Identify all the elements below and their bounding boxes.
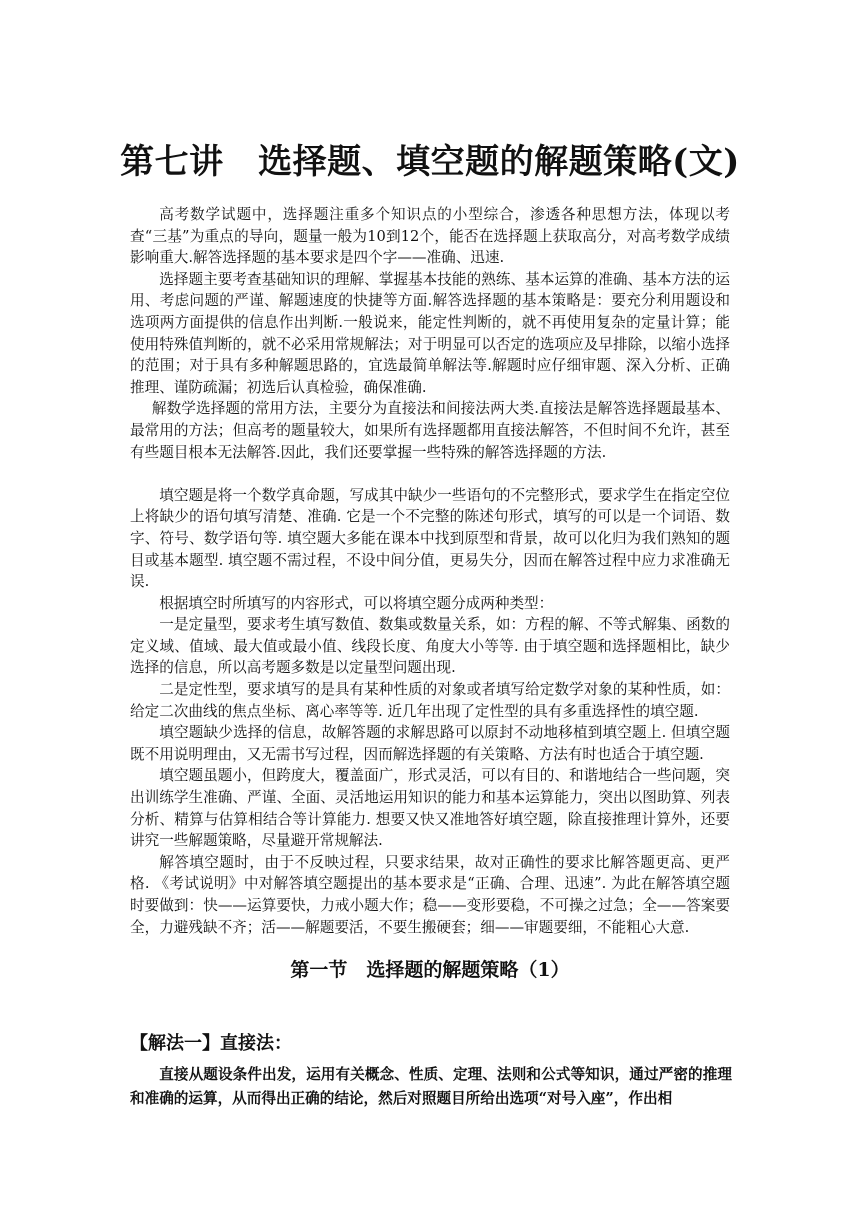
paragraph: 解答填空题时，由于不反映过程，只要求结果，故对正确性的要求比解答题更高、更严格. 《考试说明》中对解答填空题提出的基本要求是“正确、合理、迅速”. 为此在解答填空题时要做到：快——运算要快，力戒小题大作；稳——变形要稳，不可操之过急；全——答案要全，力避残缺不齐；活——解题要活，不要生搬硬套；细——审题要细，不能粗心大意. bbox=[130, 853, 730, 936]
paragraph: 一是定量型，要求考生填写数值、数集或数量关系，如：方程的解、不等式解集、函数的定义域、值域、最大值或最小值、线段长度、角度大小等等. 由于填空题和选择题相比，缺少选择的信息，所以高考题多数是以定量型问题出现. bbox=[130, 616, 730, 677]
paragraph: 直接从题设条件出发，运用有关概念、性质、定理、法则和公式等知识，通过严密的推理和准确的运算，从而得出正确的结论，然后对照题目所给出选项“对号入座”，作出相 bbox=[130, 1066, 732, 1107]
paragraph: 高考数学试题中，选择题注重多个知识点的小型综合，渗透各种思想方法，体现以考查“三基”为重点的导向，题量一般为10到12个，能否在选择题上获取高分，对高考数学成绩影响重大.解答选择题的基本要求是四个字——准确、迅速. bbox=[130, 206, 730, 267]
paragraph: 填空题虽题小，但跨度大，覆盖面广，形式灵活，可以有目的、和谐地结合一些问题，突出训练学生准确、严谨、全面、灵活地运用知识的能力和基本运算能力，突出以图助算、列表分析、精算与估算相结合等计算能力. 想要又快又准地答好填空题，除直接推理计算外，还要讲究一些解题策略，尽量避开常规解法. bbox=[130, 767, 730, 850]
paragraph: 二是定性型，要求填写的是具有某种性质的对象或者填写给定数学对象的某种性质，如：给定二次曲线的焦点坐标、离心率等等. 近几年出现了定性型的具有多重选择性的填空题. bbox=[130, 681, 730, 720]
method-description bbox=[130, 1063, 732, 1111]
paragraph: 解数学选择题的常用方法，主要分为直接法和间接法两大类.直接法是解答选择题最基本、最常用的方法；但高考的题量较大，如果所有选择题都用直接法解答，不但时间不允许，甚至有些题目根本无法解答.因此，我们还要掌握一些特殊的解答选择题的方法. bbox=[130, 400, 730, 461]
paragraph: 根据填空时所填写的内容形式，可以将填空题分成两种类型： bbox=[159, 594, 554, 612]
section-title: 第一节 选择题的解题策略（1） bbox=[290, 959, 570, 981]
page-title: 第七讲 选择题、填空题的解题策略(文) bbox=[120, 142, 740, 182]
blank-line bbox=[130, 463, 730, 485]
paragraph: 填空题是将一个数学真命题，写成其中缺少一些语句的不完整形式，要求学生在指定空位上将缺少的语句填写清楚、准确. 它是一个不完整的陈述句形式，填写的可以是一个词语、数字、符号、数学语句等. 填空题大多能在课本中找到原型和背景，故可以化归为我们熟知的题目或基本题型. 填空题不需过程，不设中间分值，更易失分，因而在解答过程中应力求准确无误. bbox=[130, 486, 730, 591]
method-heading: 【解法一】直接法： bbox=[130, 1033, 292, 1054]
document-body bbox=[130, 204, 730, 938]
paragraph: 填空题缺少选择的信息，故解答题的求解思路可以原封不动地移植到填空题上. 但填空题既不用说明理由，又无需书写过程，因而解选择题的有关策略、方法有时也适合于填空题. bbox=[130, 724, 730, 763]
paragraph: 选择题主要考查基础知识的理解、掌握基本技能的熟练、基本运算的准确、基本方法的运用、考虑问题的严谨、解题速度的快捷等方面.解答选择题的基本策略是：要充分利用题设和选项两方面提供的信息作出判断.一般说来，能定性判断的，就不再使用复杂的定量计算；能使用特殊值判断的，就不必采用常规解法；对于明显可以否定的选项应及早排除，以缩小选择的范围；对于具有多种解题思路的，宜选最简单解法等.解题时应仔细审题、深入分析、正确推理、谨防疏漏；初选后认真检验，确保准确. bbox=[130, 270, 730, 396]
